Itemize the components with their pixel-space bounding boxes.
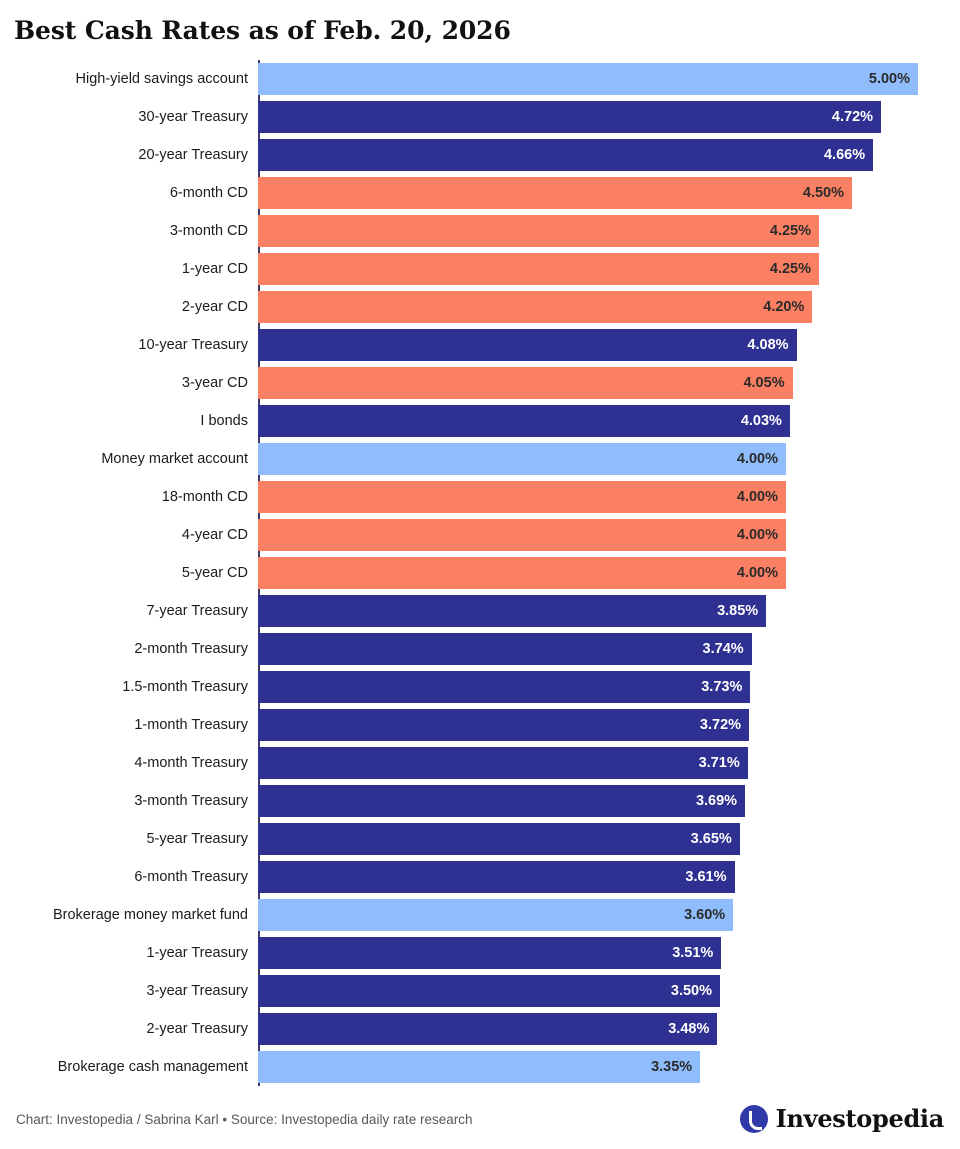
bar [258,861,735,893]
bar-row [0,1048,960,1086]
bar-category-label: 3-month Treasury [134,793,248,809]
bar [258,1013,717,1045]
bar [258,367,793,399]
bar-category-label: 4-month Treasury [134,755,248,771]
bar [258,633,752,665]
bar-category-label: 5-year Treasury [146,831,248,847]
bar [258,177,852,209]
bar-track [258,478,960,516]
bar [258,899,733,931]
bar-track [258,934,960,972]
bar-row [0,326,960,364]
bar [258,405,790,437]
bar-category-label: 1.5-month Treasury [122,679,248,695]
bar-track [258,972,960,1010]
bar-value-label: 3.74% [702,641,744,657]
bar-row [0,98,960,136]
bar-track [258,554,960,592]
bar-value-label: 4.00% [736,451,778,467]
bar-value-label: 3.50% [670,983,712,999]
bar-row [0,212,960,250]
bar-value-label: 3.48% [668,1021,710,1037]
bar-value-label: 5.00% [868,71,910,87]
bar [258,671,750,703]
bar-category-label: 2-year CD [181,299,248,315]
bar [258,215,819,247]
bar-value-label: 4.03% [740,413,782,429]
bar-category-label: 1-year Treasury [146,945,248,961]
bar [258,747,748,779]
bar-row [0,782,960,820]
bar-category-label: 6-month CD [169,185,248,201]
bar-track [258,440,960,478]
bar-track [258,706,960,744]
bar-track [258,630,960,668]
bar-value-label: 3.65% [690,831,732,847]
bar-track [258,326,960,364]
bar-value-label: 4.25% [769,261,811,277]
bar-row [0,364,960,402]
brand-name: Investopedia [775,1104,944,1133]
bar-row [0,896,960,934]
page-title: Best Cash Rates as of Feb. 20, 2026 [14,16,511,45]
bar-row [0,136,960,174]
bar-track [258,668,960,706]
bar-track [258,402,960,440]
bar-row [0,554,960,592]
bar-track [258,1010,960,1048]
bar-row [0,706,960,744]
bar-category-label: 10-year Treasury [138,337,248,353]
bar [258,253,819,285]
bar-value-label: 3.73% [701,679,743,695]
bar-category-label: 1-month Treasury [134,717,248,733]
bar-track [258,136,960,174]
bar-category-label: 2-year Treasury [146,1021,248,1037]
bar-category-label: 5-year CD [181,565,248,581]
bar-row [0,516,960,554]
bar-category-label: 1-year CD [181,261,248,277]
bar-value-label: 3.51% [672,945,714,961]
bar-row [0,668,960,706]
bar-track [258,364,960,402]
bar [258,975,720,1007]
bar-category-label: 3-month CD [169,223,248,239]
bar [258,443,786,475]
bar-value-label: 4.20% [763,299,805,315]
bar [258,101,881,133]
bar [258,709,749,741]
bar-track [258,782,960,820]
bar-value-label: 4.00% [736,489,778,505]
bar-category-label: High-yield savings account [75,71,248,87]
bar-value-label: 3.35% [651,1059,693,1075]
bar-category-label: Money market account [101,451,248,467]
bar-value-label: 4.00% [736,527,778,543]
chart-credit: Chart: Investopedia / Sabrina Karl • Source: Investopedia daily rate research [16,1112,473,1127]
bar-row [0,478,960,516]
bar-category-label: 3-year CD [181,375,248,391]
bar-track [258,288,960,326]
bar-track [258,744,960,782]
bar-track [258,174,960,212]
bar-category-label: Brokerage cash management [57,1059,248,1075]
bar-value-label: 4.50% [802,185,844,201]
bar [258,329,797,361]
bar [258,785,745,817]
bar-row [0,60,960,98]
bar-value-label: 4.66% [823,147,866,163]
bar-category-label: 3-year Treasury [146,983,248,999]
bar-row [0,820,960,858]
bar-category-label: 7-year Treasury [146,603,248,619]
bar-row [0,288,960,326]
bar-value-label: 4.25% [769,223,811,239]
bar-track [258,212,960,250]
bar-track [258,1048,960,1086]
bar-value-label: 4.08% [747,337,789,353]
bar-row [0,174,960,212]
bar-row [0,250,960,288]
bar-category-label: 18-month CD [161,489,248,505]
bar-row [0,592,960,630]
bar-value-label: 3.60% [684,907,726,923]
bar [258,937,721,969]
bar [258,291,812,323]
bar-chart [0,60,960,1086]
bar-row [0,972,960,1010]
bar-row [0,630,960,668]
brand-logo [740,1104,944,1133]
bar-category-label: I bonds [200,413,248,429]
bar-category-label: 6-month Treasury [134,869,248,885]
bar-category-label: 20-year Treasury [138,147,248,163]
bar [258,595,766,627]
bar [258,823,740,855]
bar-value-label: 3.85% [717,603,759,619]
bar-category-label: 30-year Treasury [138,109,248,125]
bar-row [0,934,960,972]
bar [258,63,918,95]
investopedia-mark-icon [740,1105,768,1133]
bar-track [258,896,960,934]
bar-track [258,60,960,98]
bar-category-label: 2-month Treasury [134,641,248,657]
bar-track [258,516,960,554]
bar [258,1051,700,1083]
bar-value-label: 3.61% [685,869,727,885]
bar-track [258,820,960,858]
bar [258,139,873,171]
bar-track [258,858,960,896]
bar-value-label: 4.72% [831,109,874,125]
bar [258,481,786,513]
bar-value-label: 4.00% [736,565,778,581]
bar [258,519,786,551]
bar [258,557,786,589]
bar-track [258,592,960,630]
bar-row [0,440,960,478]
bar-value-label: 3.71% [698,755,740,771]
bar-row [0,402,960,440]
bar-track [258,98,960,136]
bar-track [258,250,960,288]
bar-value-label: 3.69% [695,793,738,809]
bar-value-label: 3.72% [699,717,742,733]
bar-category-label: Brokerage money market fund [52,907,248,923]
bar-category-label: 4-year CD [181,527,248,543]
bar-value-label: 4.05% [743,375,785,391]
bar-row [0,1010,960,1048]
bar-row [0,858,960,896]
bar-row [0,744,960,782]
